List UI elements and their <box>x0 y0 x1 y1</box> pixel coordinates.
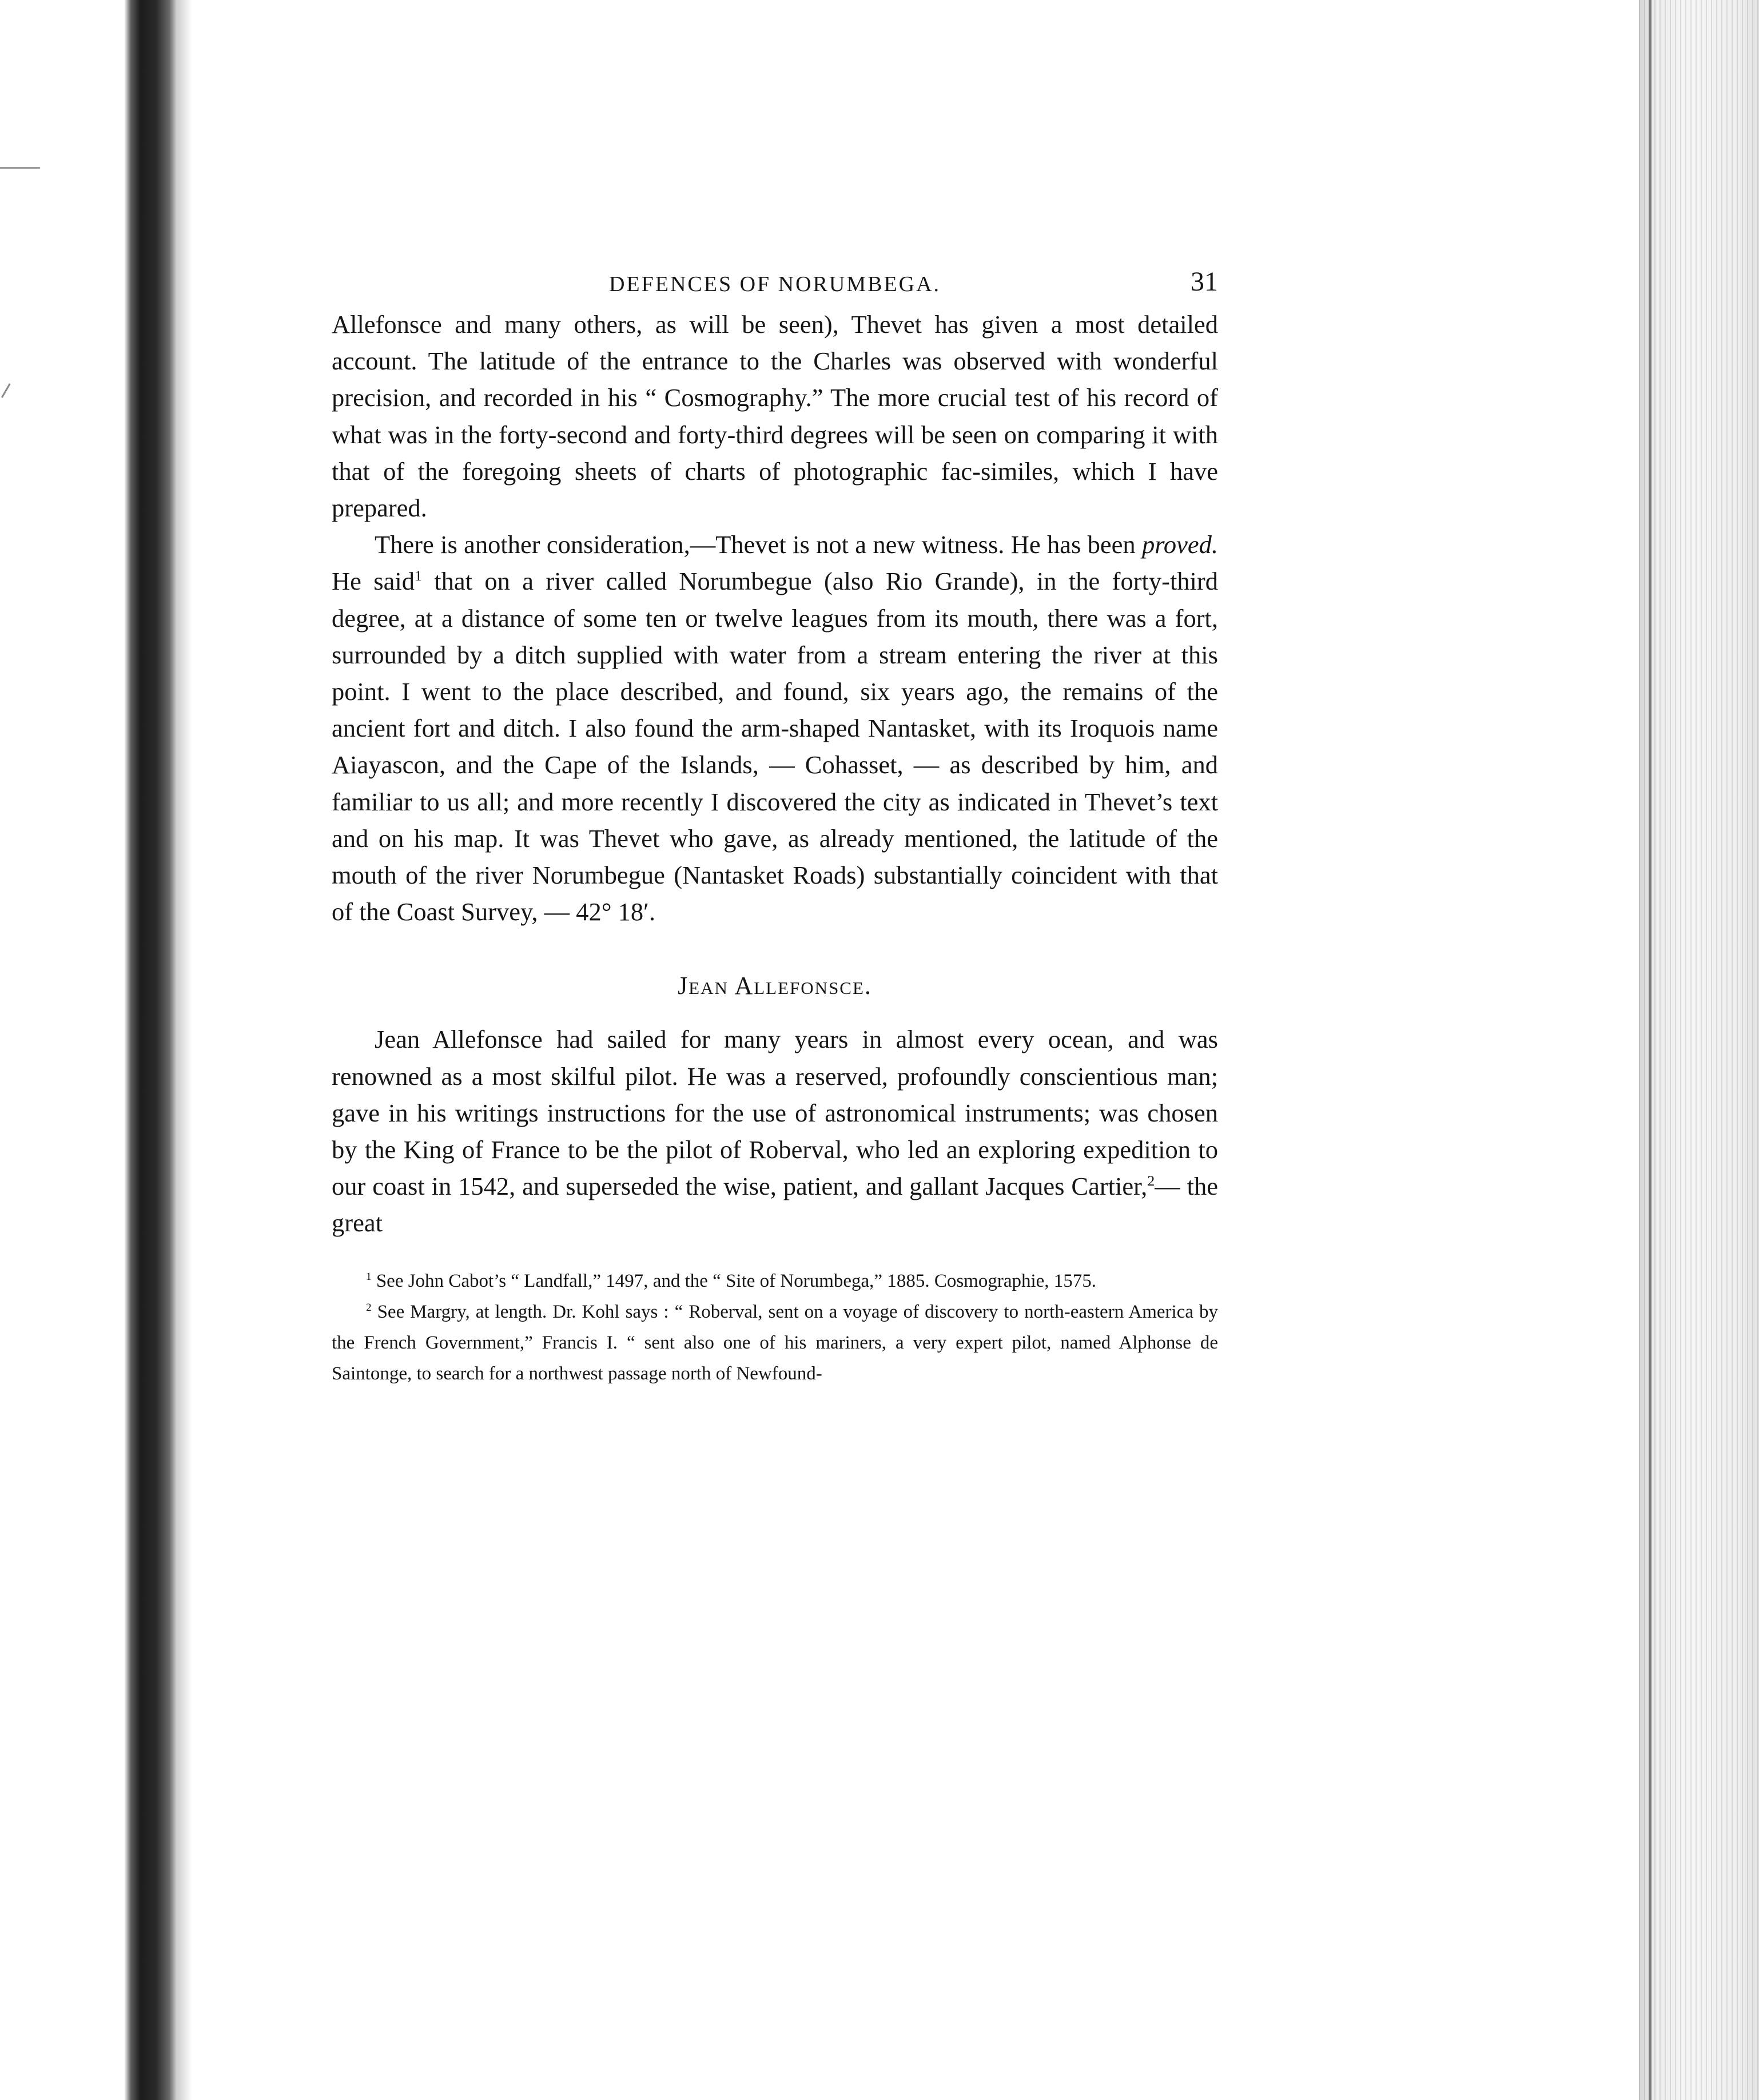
margin-mark <box>0 167 40 169</box>
running-title: DEFENCES OF NORUMBEGA. <box>608 272 941 296</box>
paragraph: Allefonsce and many others, as will be seen), Thevet has given a most detailed account. The latitude of the entrance to the Charles was observed with wonderful precision, and recorded in his “ Cosmography.” The more crucial test of his record of what was in the forty-second and forty-third degrees will be seen on comparing it with that of the foregoing sheets of charts of photographic fac-similes, which I have prepared. <box>332 310 1218 523</box>
footnotes <box>332 1266 1218 1389</box>
running-head <box>332 266 1218 306</box>
section-heading: Jean Allefonsce. <box>678 972 872 1000</box>
footnote-marker: 1 <box>366 1270 372 1283</box>
footnote-ref: 2 <box>1147 1172 1155 1190</box>
book-page <box>332 266 1218 1389</box>
footnote-marker: 2 <box>366 1301 372 1314</box>
footnote: $^2$ See Margry, at length. Dr. Kohl says : “ Roberval, sent on a voyage of discovery to north-eastern America by the French Government,” Francis I. “ sent also one of his mariners, a very expert pilot, named Alphonse de Saintonge, to search for a northwest passage north of Newfound- <box>332 1301 1218 1384</box>
emphasis: proved. <box>1141 530 1218 559</box>
margin-tick <box>1 383 17 401</box>
body-text <box>332 306 1218 1242</box>
footnote: $^1$ See John Cabot’s “ Landfall,” 1497, and the “ Site of Norumbega,” 1885. Cosmographie, 1575. <box>366 1270 1097 1291</box>
page-edge-line <box>1649 0 1651 2100</box>
page-edge-stack <box>1639 0 1759 2100</box>
gutter-fade <box>177 0 192 2100</box>
footnote-ref: 1 <box>414 567 422 584</box>
paragraph: There is another consideration,—Thevet is not a new witness. He has been proved. He said$^1$ that on a river called Norumbegue (also Rio Grande), in the forty-third degree, at a distance of some ten or twelve leagues from its mouth, there was a fort, surrounded by a ditch supplied with water from a stream entering the river at this point. I went to the place described, and found, six years ago, the remains of the ancient fort and ditch. I also found the arm-shaped Nantasket, with its Iroquois name Aiayascon, and the Cape of the Islands, — Cohasset, — as described by him, and familiar to us all; and more recently I discovered the city as indicated in Thevet’s text and on his map. It was Thevet who gave, as already mentioned, the latitude of the mouth of the river Norumbegue (Nantasket Roads) substantially coincident with that of the Coast Survey, — 42° 18′. <box>332 530 1218 926</box>
page-number: 31 <box>1191 267 1218 297</box>
book-gutter-shadow <box>125 0 177 2100</box>
paragraph: Jean Allefonsce had sailed for many years in almost every ocean, and was renowned as a most skilful pilot. He was a reserved, profoundly conscientious man; gave in his writings instructions for the use of astronomical instruments; was chosen by the King of France to be the pilot of Roberval, who led an exploring expedition to our coast in 1542, and superseded the wise, patient, and gallant Jacques Cartier,$^2$— the great <box>332 1025 1218 1238</box>
